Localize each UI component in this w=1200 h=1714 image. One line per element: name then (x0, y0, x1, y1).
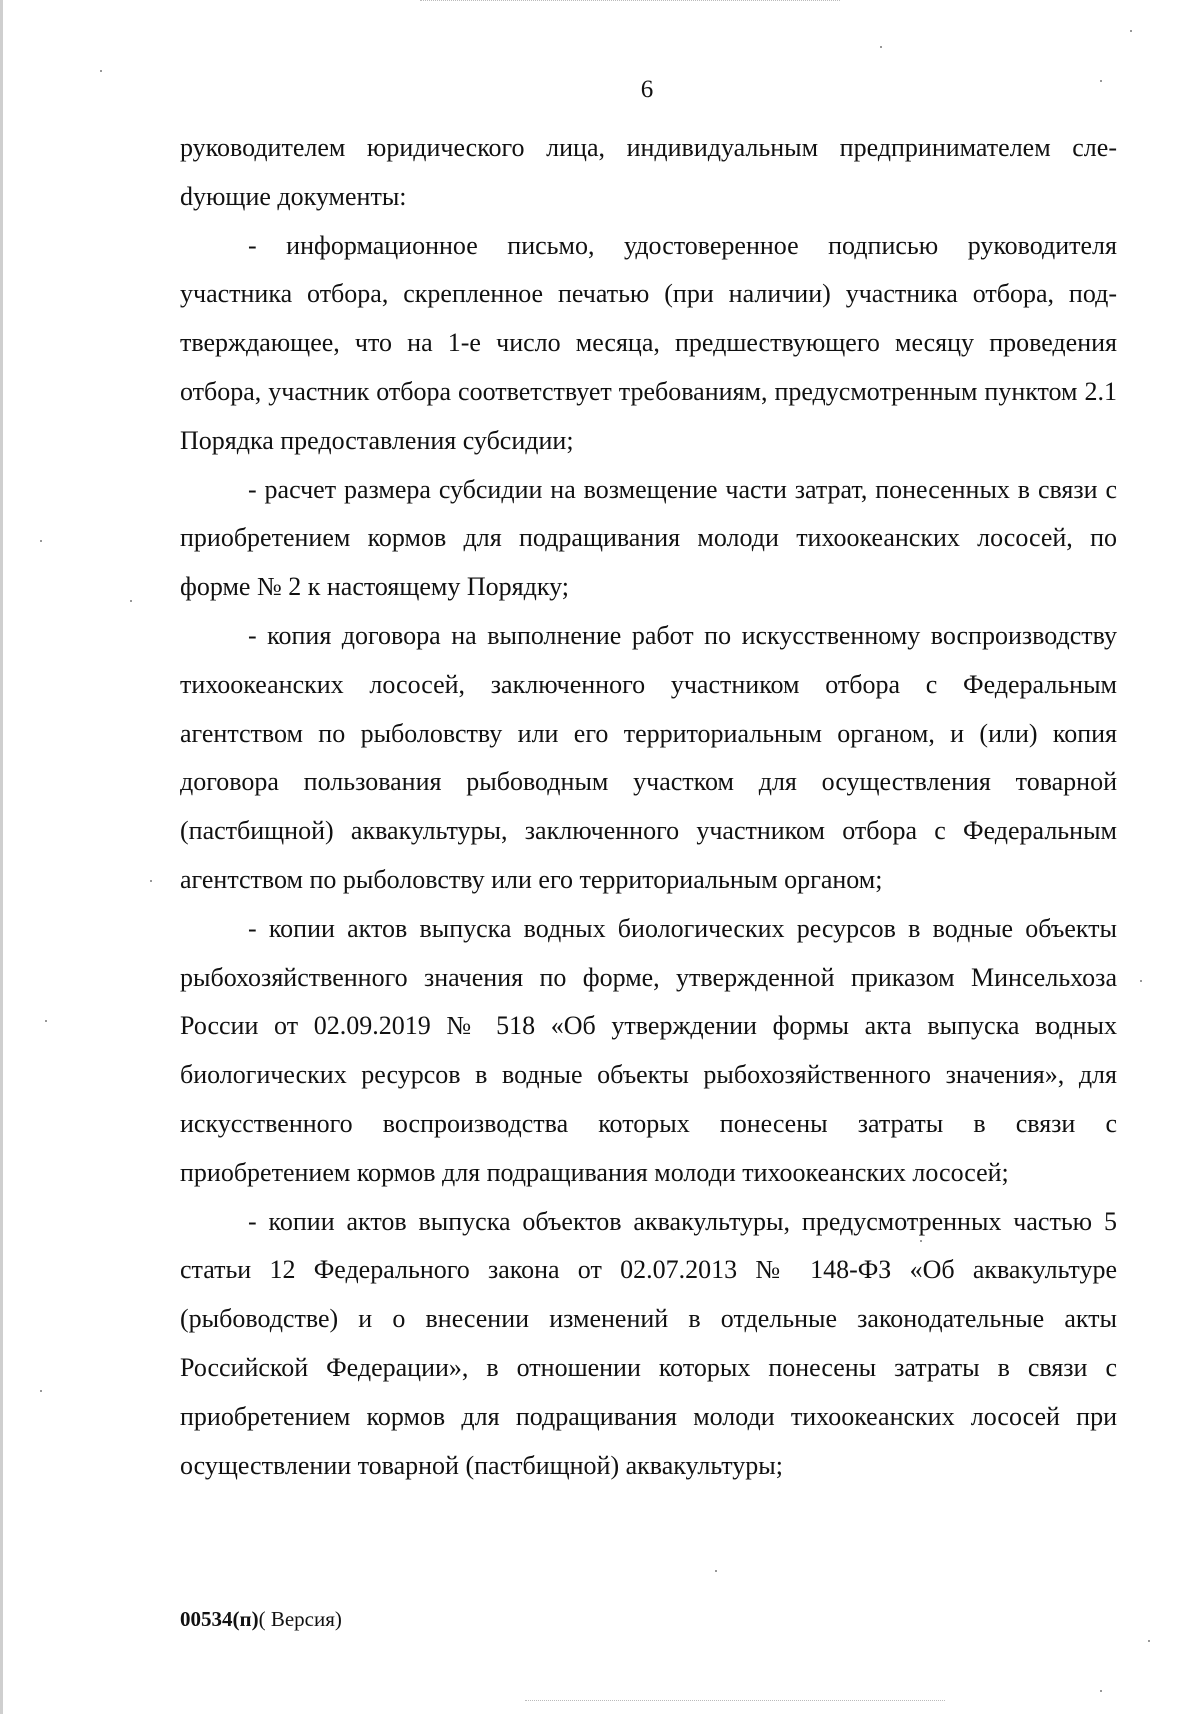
scan-speck (880, 46, 882, 48)
document-code: 00534(п) (180, 1607, 259, 1631)
scan-speck (1100, 80, 1102, 82)
scan-speck (1100, 1690, 1102, 1692)
scan-speck (100, 70, 102, 72)
scan-artifact-top (420, 0, 840, 2)
scan-speck (40, 540, 42, 542)
scan-edge (0, 0, 3, 1714)
scan-speck (130, 600, 132, 602)
scan-speck (1148, 1640, 1150, 1642)
paragraph-release-acts-aquaculture: - копии актов выпуска объектов аквакультуры, предусмотренных частью 5 статьи 12 Федерального закона от 02.07.2013 № 148-ФЗ «Об аквакультуре (рыбоводстве) и о внесении изменений в отдельные законодательные акты Российской Федерации», в отношении которых понесены затраты в связи с приобретением кормов для подращивания молоди тихоокеанских лососей при осуществлении товарной (пастбищной) аквакультуры; (180, 1206, 1117, 1480)
page-number: 6 (640, 76, 654, 103)
document-body (180, 124, 1117, 1490)
scan-artifact-bottom (525, 1700, 945, 1702)
scan-speck (715, 1570, 717, 1572)
document-version: ( Версия) (258, 1607, 342, 1631)
scan-speck (1140, 980, 1142, 982)
document-footer (180, 1604, 342, 1634)
paragraph-continuation: руководителем юридического лица, индивидуальным предпринимателем слеdующие документы: (180, 133, 1117, 211)
paragraph-release-acts-bioresources: - копии актов выпуска водных биологических ресурсов в водные объекты рыбохозяйственного значения по форме, утвержденной приказом Минсельхоза России от 02.09.2019 № 518 «Об утверждении формы акта выпуска водных биологических ресурсов в водные объекты рыбохозяйственного значения», для искусственного воспроизводства которых понесены затраты в связи с приобретением кормов для подращивания молоди тихоокеанских лососей; (180, 913, 1117, 1187)
scan-speck (40, 1390, 42, 1392)
scan-speck (45, 1020, 47, 1022)
scan-speck (150, 880, 152, 882)
scan-speck (920, 1240, 922, 1242)
paragraph-subsidy-calculation: - расчет размера субсидии на возмещение части затрат, понесенных в связи с приобретением кормов для подращивания молоди тихоокеанских лососей, по форме № 2 к настоящему Порядку; (180, 474, 1117, 602)
paragraph-info-letter: - информационное письмо, удостоверенное подписью руководителя участника отбора, скрепленное печатью (при наличии) участника отбора, подтверждающее, что на 1-е число месяца, предшествующего месяцу проведения отбора, участник отбора соответствует требованиям, предусмотренным пунктом 2.1 Порядка предоставления субсидии; (180, 230, 1117, 455)
scan-speck (1130, 30, 1132, 32)
paragraph-contract-copy: - копия договора на выполнение работ по искусственному воспроизводству тихоокеанских лососей, заключенного участником отбора с Федеральным агентством по рыболовству или его территориальным органом, и (или) копия договора пользования рыбоводным участком для осуществления товарной (пастбищной) аквакультуры, заключенного участником отбора с Федеральным агентством по рыболовству или его территориальным органом; (180, 620, 1117, 894)
